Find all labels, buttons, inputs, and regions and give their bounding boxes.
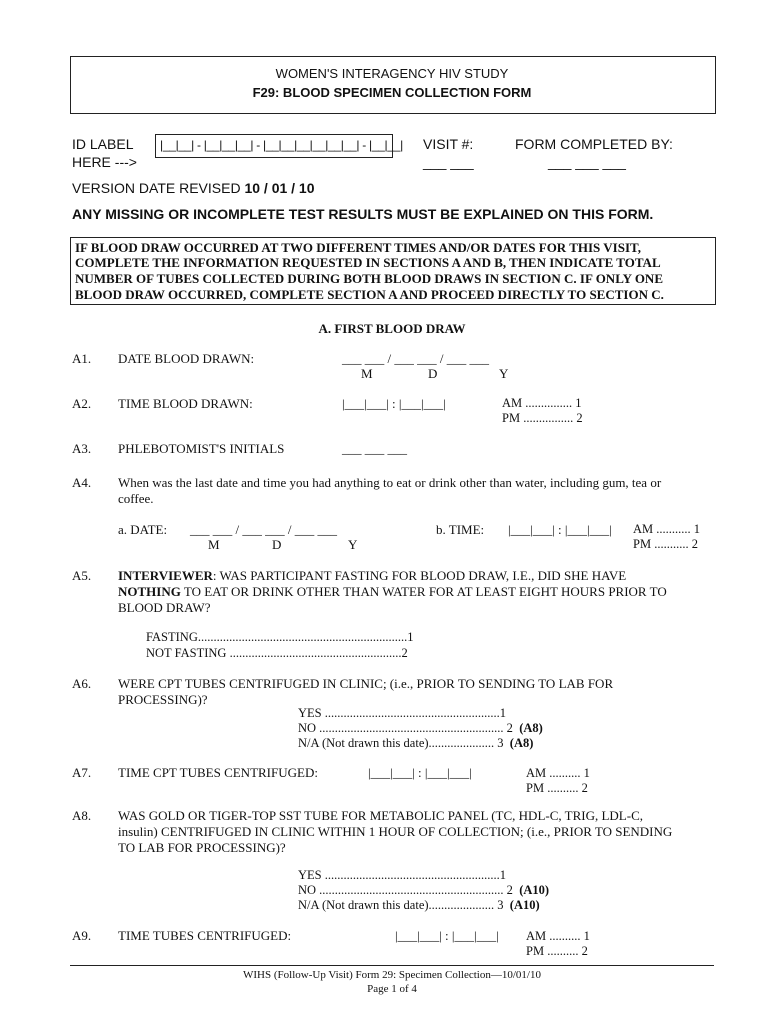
a7-number: A7. bbox=[72, 765, 92, 780]
a4-number: A4. bbox=[72, 475, 92, 490]
footer-rule bbox=[70, 965, 714, 966]
a9-label: TIME TUBES CENTRIFUGED: bbox=[118, 928, 292, 943]
a4-day-label: D bbox=[272, 537, 282, 552]
a8-no-option[interactable] bbox=[298, 883, 549, 898]
a6-no-label: NO ........................................................... 2 bbox=[298, 721, 513, 735]
a4-date-field[interactable]: ___ ___ / ___ ___ / ___ ___ bbox=[190, 522, 337, 537]
a9-number: A9. bbox=[72, 928, 92, 943]
a7-time-field[interactable]: |___|___| : |___|___| bbox=[368, 765, 472, 780]
a8-na-label: N/A (Not drawn this date)..................... 3 bbox=[298, 898, 504, 912]
a1-day-label: D bbox=[428, 366, 438, 381]
a7-am-option[interactable]: AM .......... 1 bbox=[526, 766, 590, 780]
a6-yes-option[interactable]: YES ........................................................1 bbox=[298, 706, 506, 720]
a5-question-line-1 bbox=[118, 568, 626, 584]
study-title: WOMEN'S INTERAGENCY HIV STUDY bbox=[275, 66, 509, 81]
a1-label: DATE BLOOD DRAWN: bbox=[118, 351, 255, 366]
a4-month-label: M bbox=[208, 537, 220, 552]
a8-no-skip: (A10) bbox=[519, 883, 550, 897]
a4-pm-option[interactable]: PM ........... 2 bbox=[633, 537, 698, 551]
a8-question-line-1: WAS GOLD OR TIGER-TOP SST TUBE FOR METABOLIC PANEL (TC, HDL-C, TRIG, LDL-C, bbox=[118, 808, 644, 823]
a6-na-skip: (A8) bbox=[509, 736, 534, 750]
a3-number: A3. bbox=[72, 441, 92, 456]
a2-label: TIME BLOOD DRAWN: bbox=[118, 396, 253, 411]
a8-na-option[interactable] bbox=[298, 898, 540, 913]
a7-pm-option[interactable]: PM .......... 2 bbox=[526, 781, 588, 795]
missing-results-warning: ANY MISSING OR INCOMPLETE TEST RESULTS MUST BE EXPLAINED ON THIS FORM. bbox=[72, 206, 654, 222]
a4-year-label: Y bbox=[348, 537, 358, 552]
a6-na-label: N/A (Not drawn this date)..................... 3 bbox=[298, 736, 504, 750]
a8-number: A8. bbox=[72, 808, 92, 823]
instruction-line-4: BLOOD DRAW OCCURRED, COMPLETE SECTION A AND PROCEED DIRECTLY TO SECTION C. bbox=[75, 287, 664, 302]
section-a-title: A. FIRST BLOOD DRAW bbox=[318, 321, 466, 336]
id-label-line1: ID LABEL bbox=[72, 136, 134, 152]
id-label-line2: HERE ---> bbox=[72, 154, 137, 170]
version-prefix: VERSION DATE REVISED bbox=[72, 180, 245, 196]
a8-question-line-3: TO LAB FOR PROCESSING)? bbox=[118, 840, 286, 855]
a6-question-line-1: WERE CPT TUBES CENTRIFUGED IN CLINIC; (i.e., PRIOR TO SENDING TO LAB FOR bbox=[118, 676, 614, 691]
a4-question-line-2: coffee. bbox=[118, 491, 154, 506]
a5-number: A5. bbox=[72, 568, 92, 583]
a6-na-option[interactable] bbox=[298, 736, 533, 751]
instruction-line-1: IF BLOOD DRAW OCCURRED AT TWO DIFFERENT TIMES AND/OR DATES FOR THIS VISIT, bbox=[75, 240, 641, 255]
visit-label: VISIT #: bbox=[423, 136, 474, 152]
a8-na-skip: (A10) bbox=[509, 898, 540, 912]
a4-question-line-1: When was the last date and time you had anything to eat or drink other than water, including gum, tea or bbox=[118, 475, 662, 490]
a5-question-text-2: TO EAT OR DRINK OTHER THAN WATER FOR AT LEAST EIGHT HOURS PRIOR TO bbox=[180, 584, 667, 599]
id-number-field[interactable]: |__|__| - |__|__|__| - |__|__|__|__|__|__| - |__|__| bbox=[160, 138, 403, 152]
a5-fasting-option[interactable]: FASTING...................................................................1 bbox=[146, 630, 414, 644]
visit-number-field[interactable]: ___ ___ bbox=[423, 154, 474, 170]
a5-nothing-emphasis: NOTHING bbox=[118, 584, 181, 599]
a3-label: PHLEBOTOMIST'S INITIALS bbox=[118, 441, 285, 456]
a6-number: A6. bbox=[72, 676, 92, 691]
a5-question-line-2 bbox=[118, 584, 667, 600]
a6-no-skip: (A8) bbox=[519, 721, 543, 735]
a9-time-field[interactable]: |___|___| : |___|___| bbox=[395, 928, 499, 943]
version-date bbox=[72, 180, 315, 196]
a5-not-fasting-option[interactable]: NOT FASTING .......................................................2 bbox=[146, 646, 408, 660]
a5-interviewer-label: INTERVIEWER bbox=[118, 568, 213, 583]
footer-form-id: WIHS (Follow-Up Visit) Form 29: Specimen Collection—10/01/10 bbox=[243, 969, 541, 981]
a3-initials-field[interactable]: ___ ___ ___ bbox=[342, 441, 407, 456]
form-completed-by-field[interactable]: ___ ___ ___ bbox=[548, 154, 626, 170]
a4-am-option[interactable]: AM ........... 1 bbox=[633, 522, 701, 536]
a2-number: A2. bbox=[72, 396, 92, 411]
form-title: F29: BLOOD SPECIMEN COLLECTION FORM bbox=[252, 85, 532, 100]
a4-date-label: a. DATE: bbox=[118, 522, 168, 537]
a8-no-label: NO ........................................................... 2 bbox=[298, 883, 513, 897]
a5-question-text-1: : WAS PARTICIPANT FASTING FOR BLOOD DRAW, I.E., DID SHE HAVE bbox=[212, 568, 627, 583]
a1-month-label: M bbox=[361, 366, 373, 381]
a9-pm-option[interactable]: PM .......... 2 bbox=[526, 944, 588, 958]
a9-am-option[interactable]: AM .......... 1 bbox=[526, 929, 590, 943]
form-completed-by-label: FORM COMPLETED BY: bbox=[515, 136, 673, 152]
a1-year-label: Y bbox=[499, 366, 509, 381]
a1-date-field[interactable]: ___ ___ / ___ ___ / ___ ___ bbox=[342, 351, 489, 366]
a2-time-field[interactable]: |___|___| : |___|___| bbox=[342, 396, 446, 411]
a8-question-line-2: insulin) CENTRIFUGED IN CLINIC WITHIN 1 HOUR OF COLLECTION; (i.e., PRIOR TO SENDING bbox=[118, 824, 673, 839]
footer-page-number: Page 1 of 4 bbox=[367, 983, 417, 995]
a5-question-line-3: BLOOD DRAW? bbox=[118, 600, 211, 615]
a6-question-line-2: PROCESSING)? bbox=[118, 692, 208, 707]
a4-time-label: b. TIME: bbox=[436, 522, 485, 537]
a1-number: A1. bbox=[72, 351, 92, 366]
a2-am-option[interactable]: AM ............... 1 bbox=[502, 396, 582, 410]
a6-no-option[interactable] bbox=[298, 721, 543, 736]
instruction-line-3: NUMBER OF TUBES COLLECTED DURING BOTH BLOOD DRAWS IN SECTION C. IF ONLY ONE bbox=[75, 271, 663, 286]
version-date-value: 10 / 01 / 10 bbox=[244, 180, 315, 196]
instruction-line-2: COMPLETE THE INFORMATION REQUESTED IN SECTIONS A AND B, THEN INDICATE TOTAL bbox=[75, 255, 661, 270]
a4-time-field[interactable]: |___|___| : |___|___| bbox=[508, 522, 612, 537]
a8-yes-option[interactable]: YES ........................................................1 bbox=[298, 868, 506, 882]
a7-label: TIME CPT TUBES CENTRIFUGED: bbox=[118, 765, 318, 780]
a2-pm-option[interactable]: PM ................ 2 bbox=[502, 411, 583, 425]
